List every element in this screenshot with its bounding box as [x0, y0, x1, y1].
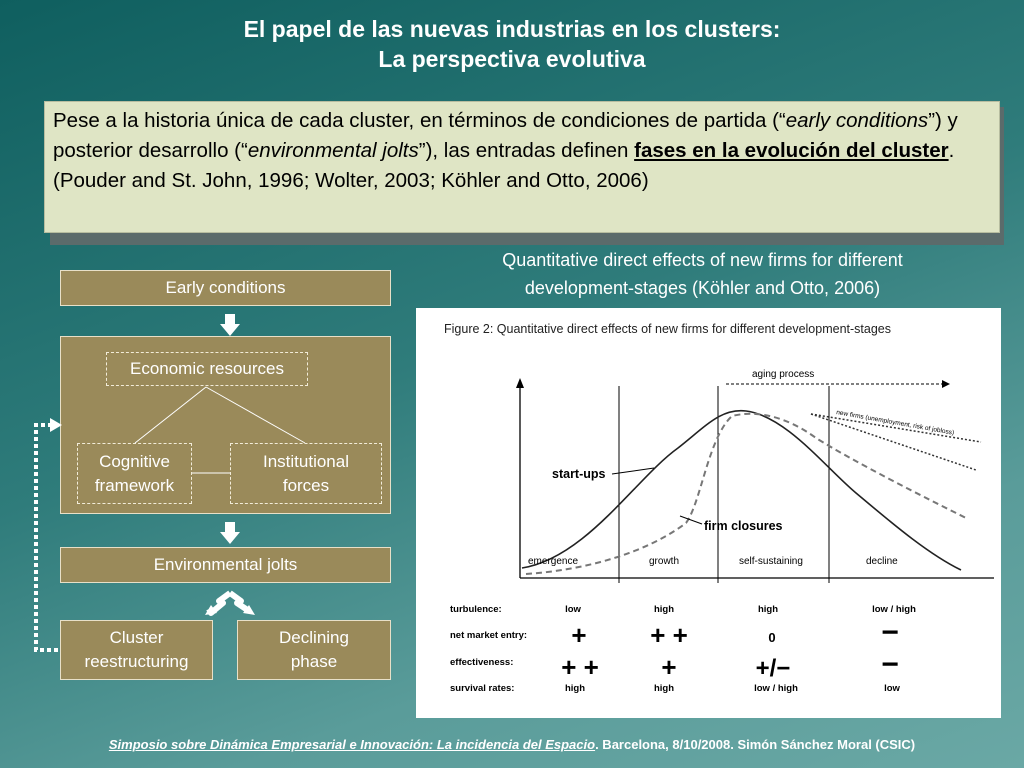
aging-process-label: aging process — [752, 369, 815, 380]
start-ups-curve — [522, 411, 961, 570]
institutional-forces-box — [230, 443, 382, 504]
early-conditions-label: Early conditions — [165, 278, 286, 297]
cell-turbulence-self-sustaining: high — [757, 604, 779, 615]
figure-panel — [416, 308, 1001, 718]
declining-phase-box — [237, 620, 391, 680]
institutional-forces-label-1: Institutional — [263, 451, 349, 471]
figure-caption-line2: development-stages (Köhler and Otto, 2006) — [524, 278, 881, 298]
cell-entry-self-sustaining: 0 — [768, 630, 776, 645]
footer — [0, 737, 1024, 752]
cell-effectiveness-decline: − — [881, 648, 899, 681]
environmental-jolts-label: Environmental jolts — [153, 555, 298, 574]
institutional-forces-label-2: forces — [282, 475, 330, 495]
cell-entry-growth: + + — [650, 620, 688, 650]
firm-closures-curve — [526, 414, 966, 574]
feedback-loop-arrow — [28, 415, 68, 660]
split-arrows-icon — [205, 587, 255, 617]
row-label-effectiveness: effectiveness: — [450, 657, 514, 668]
figure-caption-line1: Quantitative direct effects of new firms for different — [502, 250, 903, 270]
cell-survival-emergence: high — [564, 683, 586, 694]
cell-survival-self-sustaining: low / high — [754, 683, 798, 694]
stage-emergence: emergence — [528, 556, 579, 567]
slide-title-line2: La perspectiva evolutiva — [378, 46, 646, 72]
cell-survival-decline: low — [884, 683, 900, 694]
cell-entry-decline: − — [881, 616, 899, 649]
cluster-reestructuring-label-1: Cluster — [109, 628, 164, 647]
figure-title: Figure 2: Quantitative direct effects of new firms for different development-stages — [444, 322, 891, 336]
new-firms-line-1 — [811, 414, 981, 442]
intro-early-conditions: early conditions — [785, 109, 929, 132]
figure-caption — [430, 246, 975, 302]
symposium-link[interactable]: Simposio sobre Dinámica Empresarial e Innovación: La incidencia del Espacio — [108, 737, 596, 752]
start-ups-label: start-ups — [552, 467, 606, 481]
footer-details: . Barcelona, 8/10/2008. Simón Sánchez Moral (CSIC) — [595, 737, 916, 752]
cognitive-framework-label-1: Cognitive — [99, 451, 170, 471]
cluster-reestructuring-box — [60, 620, 213, 680]
cell-turbulence-growth: high — [653, 604, 675, 615]
intro-environmental-jolts: environmental jolts — [247, 139, 419, 162]
firm-closures-label: firm closures — [704, 519, 783, 533]
cell-turbulence-emergence: low — [565, 604, 581, 615]
intro-part1: Pese a la historia única de cada cluster, en términos de condiciones de partida (“ — [53, 109, 786, 132]
intro-emphasis: fases en la evolución del cluster — [634, 139, 949, 162]
environmental-jolts-box — [60, 547, 391, 583]
cell-survival-growth: high — [653, 683, 675, 694]
down-arrow-icon — [220, 522, 240, 544]
intro-part3: ”), las entradas definen — [418, 139, 635, 162]
stage-self-sustaining: self-sustaining — [739, 556, 803, 567]
down-arrow-icon — [220, 314, 240, 336]
y-axis-arrowhead — [516, 378, 524, 388]
economic-resources-box — [106, 352, 308, 386]
new-firms-note: new firms (unemployment, risk of jobloss) — [835, 409, 955, 437]
row-label-turbulence: turbulence: — [450, 604, 502, 615]
evolution-chart — [416, 308, 1001, 718]
firm-closures-pointer — [680, 516, 702, 524]
intro-part2: ”) y posterior desarrollo (“ — [53, 109, 958, 162]
slide-title — [0, 14, 1024, 74]
cell-effectiveness-emergence: + + — [561, 652, 599, 682]
cognitive-framework-box — [77, 443, 192, 504]
cell-turbulence-decline: low / high — [872, 604, 916, 615]
intro-part4: . (Pouder and St. John, 1996; Wolter, 2003; Köhler and Otto, 2006) — [53, 139, 955, 192]
stage-growth: growth — [649, 556, 680, 567]
cell-entry-emergence: + — [571, 620, 587, 650]
row-label-survival-rates: survival rates: — [450, 683, 515, 694]
stage-decline: decline — [866, 556, 898, 567]
row-label-net-market-entry: net market entry: — [450, 630, 528, 641]
start-ups-pointer — [612, 468, 654, 474]
declining-phase-label-1: Declining — [279, 628, 349, 647]
economic-resources-label: Economic resources — [129, 359, 284, 378]
cognitive-framework-label-2: framework — [94, 475, 175, 495]
cell-effectiveness-growth: + — [661, 652, 677, 682]
cell-effectiveness-self-sustaining: +/− — [755, 655, 791, 682]
cluster-reestructuring-label-2: reestructuring — [84, 652, 189, 671]
intro-text-box — [44, 101, 1000, 233]
slide-title-line1: El papel de las nuevas industrias en los clusters: — [243, 16, 781, 42]
declining-phase-label-2: phase — [290, 652, 338, 671]
early-conditions-box — [60, 270, 391, 306]
aging-arrowhead — [942, 380, 950, 388]
